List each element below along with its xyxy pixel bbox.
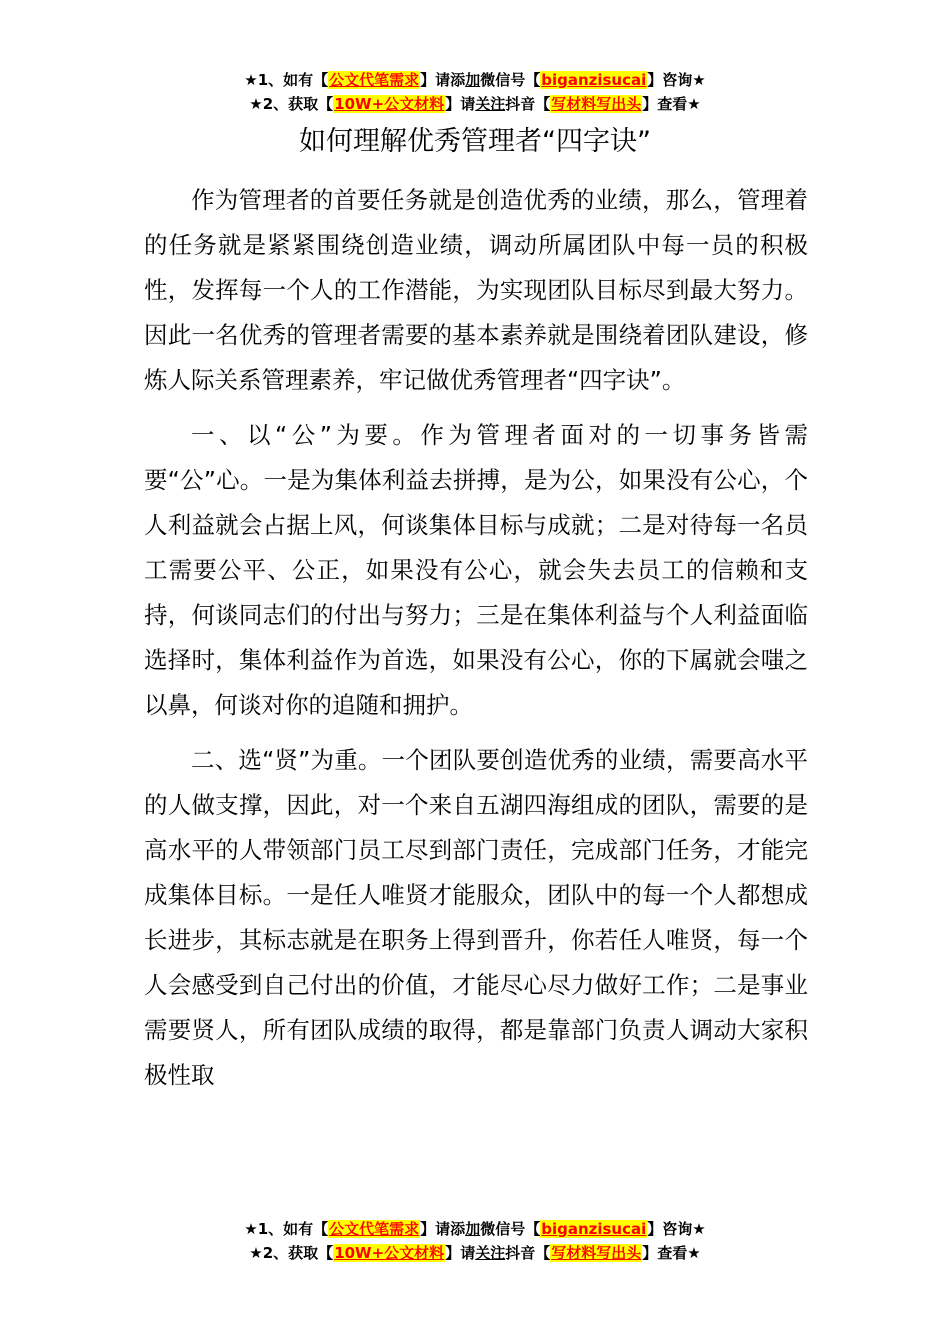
banner-text: 】请添	[420, 71, 466, 89]
footer-banner-line2	[0, 1241, 950, 1265]
banner-highlight: biganzisucai	[541, 71, 647, 89]
banner-highlight: biganzisucai	[541, 1220, 647, 1238]
banner-underline: 加	[465, 1220, 481, 1238]
banner-highlight: 10W+公文材料	[334, 95, 445, 113]
banner-text: 】请添	[420, 1220, 466, 1238]
paragraph: 二、选“贤”为重。一个团队要创造优秀的业绩，需要高水平的人做支撑，因此，对一个来自五湖四海组成的团队，需要的是高水平的人带领部门员工尽到部门责任，完成部门任务，才能完成集体目标。一是任人唯贤才能服众，团队中的每一个人都想成长进步，其标志就是在职务上得到晋升，你若任人唯贤，每一个人会感受到自己付出的价值，才能尽心尽力做好工作；二是事业需要贤人，所有团队成绩的取得，都是靠部门负责人调动大家积极性取	[144, 746, 808, 1089]
banner-text: 抖音【	[505, 95, 551, 113]
paragraph: 作为管理者的首要任务就是创造优秀的业绩，那么，管理着的任务就是紧紧围绕创造业绩，调动所属团队中每一员的积极性，发挥每一个人的工作潜能，为实现团队目标尽到最大努力。因此一名优秀的管理者需要的基本素养就是围绕着团队建设，修炼人际关系管理素养，牢记做优秀管理者“四字诀”。	[144, 186, 808, 394]
banner-text: ★2、获取【	[249, 95, 334, 113]
banner-text: 】查看★	[642, 1244, 701, 1262]
banner-text: 】查看★	[642, 95, 701, 113]
banner-underline: 加	[465, 71, 481, 89]
banner-underline: 关注	[475, 95, 506, 113]
banner-text: 抖音【	[505, 1244, 551, 1262]
banner-highlight: 公文代笔需求	[329, 71, 420, 89]
banner-highlight: 公文代笔需求	[329, 1220, 420, 1238]
banner-text: 微信号【	[480, 1220, 541, 1238]
banner-text: 】请	[445, 1244, 476, 1262]
banner-highlight: 写材料写出头	[551, 95, 642, 113]
document-body	[144, 178, 808, 1108]
banner-highlight: 10W+公文材料	[334, 1244, 445, 1262]
banner-text: ★2、获取【	[249, 1244, 334, 1262]
paragraph: 一、以“公”为要。作为管理者面对的一切事务皆需要“公”心。一是为集体利益去拼搏，是为公，如果没有公心，个人利益就会占据上风，何谈集体目标与成就；二是对待每一名员工需要公平、公正，如果没有公心，就会失去员工的信赖和支持，何谈同志们的付出与努力；三是在集体利益与个人利益面临选择时，集体利益作为首选，如果没有公心，你的下属就会嗤之以鼻，何谈对你的追随和拥护。	[144, 421, 808, 719]
banner-underline: 关注	[475, 1244, 506, 1262]
footer-banner	[0, 1217, 950, 1265]
header-banner-line1	[0, 68, 950, 92]
banner-text: 微信号【	[480, 71, 541, 89]
document-title: 如何理解优秀管理者“四字诀”	[299, 126, 651, 157]
banner-text: ★1、如有【	[244, 1220, 329, 1238]
header-banner	[0, 68, 950, 116]
banner-text: ★1、如有【	[244, 71, 329, 89]
header-banner-line2	[0, 92, 950, 116]
banner-text: 】咨询★	[647, 1220, 706, 1238]
banner-text: 】咨询★	[647, 71, 706, 89]
footer-banner-line1	[0, 1217, 950, 1241]
banner-text: 】请	[445, 95, 476, 113]
banner-highlight: 写材料写出头	[551, 1244, 642, 1262]
